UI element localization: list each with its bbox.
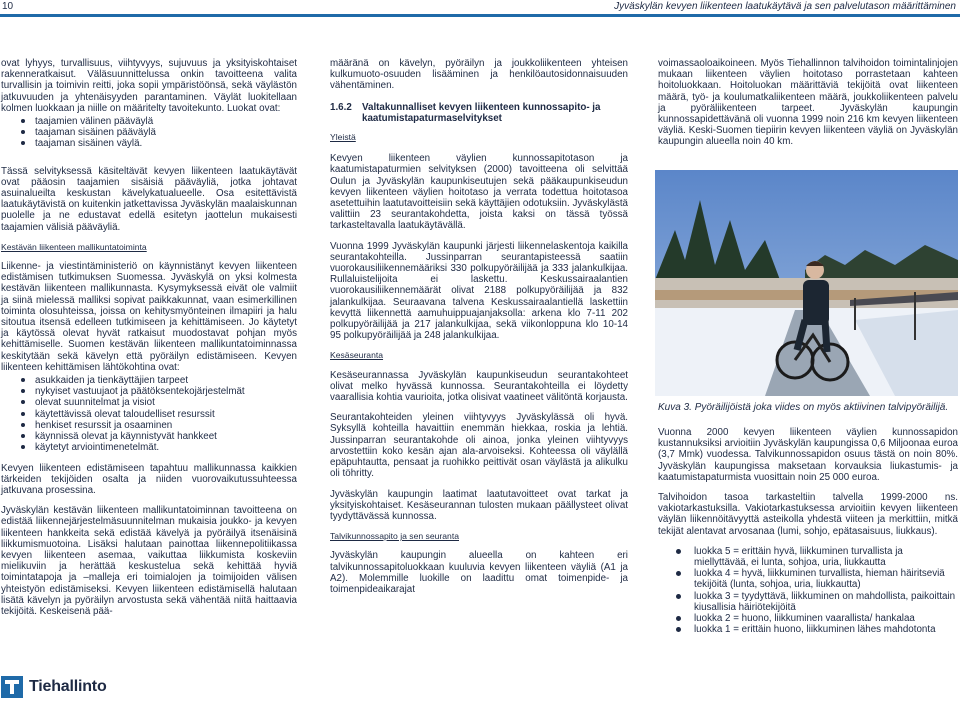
list-item: asukkaiden ja tienkäyttäjien tarpeet (35, 375, 297, 386)
list-item: luokka 2 = huono, liikkuminen vaarallista/ hankalaa (694, 613, 958, 624)
section-title: Valtakunnalliset kevyen liikenteen kunnossapito- ja kaatumistapaturmaselvitykset (362, 101, 601, 124)
paragraph: Tässä selvityksessä käsiteltävät kevyen liikenteen laatukäytävät ovat pääosin taajamien sisäisiä pääväyliä, jotka johtavat asuinalueilta keskustan kävelykatualueelle. Osa esitettävistä laatukäytävistä on kuitenkin jatkettavissa Jyväskylän maalaiskunnan puolelle ja ne edustavat edellä esitetyn jaottelun mukaisesti taajamien välisiä pääväyliä. (1, 165, 297, 233)
paragraph: Kevyen liikenteen edistämiseen tapahtuu mallikunnassa kaikkien tärkeiden tekijöiden osalta ja niiden vuorovaikutussuhteessa jatkuvana prosessina. (1, 462, 297, 496)
paragraph: Talvihoidon tasoa tarkasteltiin talvella 1999-2000 ns. vakiotarkastuksilla. Vakiotarkastuksessa arvioitiin kevyen liikenteen väylän liikennöitävyyttä asteikolla yhdestä viiteen ja merkittiin, mitkä tekijät alentavat arvosanaa (lumi, sohjo, epätasaisuus, liukkaus). (658, 492, 958, 537)
column-left (1, 58, 297, 626)
column-middle (330, 58, 628, 604)
section-heading (330, 102, 628, 124)
winter-cyclist-photo (655, 170, 958, 396)
paragraph: Kevyen liikenteen väylien kunnossapitotason ja kaatumistapaturmien selvityksen (2000) tavoitteena oli selvittää Oulun ja Jyväskylän kaupunkiseutujen sekä pääkaupunkiseudun kevyen liikenteen väylien hoitotaso ja verrata todettua hoitotasoa asetettuihin laatutavoitteisiin sekä käyttäjien odotuksiin. Jyväskylästä valittiin 23 seurantakohdetta, joista kaksi on tässä työssä tarkasteltavalla laatukäytävällä. (330, 153, 628, 232)
paragraph: määränä on kävelyn, pyöräilyn ja joukkoliikenteen yhteisen kulkumuoto-osuuden lisääminen ja henkilöautosidonnaisuuden vähentäminen. (330, 58, 628, 92)
starting-points-list (1, 375, 297, 453)
paragraph: Seurantakohteiden yleinen viihtyvyys Jyväskylässä oli hyvä. Syksyllä kohteilla havaittiin enemmän hiekkaa, roskia ja lehtiä. Jussinparran seurantakohde oli ainoa, jonka yleinen viihtyvyys arvostettiin koko kesän ajan ala-arvoiseksi. Kohteessa oli väylällä epäpuhtautta, pensaat ja ruohikko peittivät osan väylästä ja alikulku oli töhritty. (330, 412, 628, 480)
paragraph: Liikenne- ja viestintäministeriö on käynnistänyt kevyen liikenteen edistämisen tutkimuksen Suomessa. Jyväskylä on yksi kolmesta kestävän liikenteen mallikunnasta. Kysymyksessä eivät ole valmiit ja siinä mielessä malliksi sopivat paikkakunnat, vaan esimerkillinen toiminta olosuhteissa, joissa on kehitysmyönteinen ilmapiiri ja halu sitoutua itsensä edelleen tutkimiseen ja kehittämiseen. Jo käytetyt ja käytössä olevat hyvät ratkaisut muodostavat pohjan myös kehittämiselle. Suomen kestävän liikenteen mallikuntatoiminnassa keskitytään sekä kävelyn että pyöräilyn edistämiseen. Kevyen liikenteen kehittämisen lähtökohtina ovat: (1, 261, 297, 373)
paragraph: Jyväskylän kaupungin alueella on kahteen eri talvikunnossapitoluokkaan kuuluvia kevyen liikenteen väyliä (A1 ja A2). Molemmille luokille on laadittu omat toimenpide- ja toimenpideaikarajat (330, 550, 628, 595)
list-item: käytettävissä olevat taloudelliset resurssit (35, 409, 297, 420)
logo-text: Tiehallinto (29, 678, 107, 695)
photo-caption: Kuva 3. Pyöräilijöistä joka viides on myös aktiivinen talvipyöräilijä. (658, 402, 949, 413)
section-number: 1.6.2 (330, 101, 352, 113)
road-class-list (1, 116, 297, 150)
page-number: 10 (2, 1, 14, 12)
paragraph: Jyväskylän kaupungin laatimat laatutavoitteet ovat tarkat ja yksityiskohtaiset. Kesäseurannan tulosten mukaan päällysteet olivat tyydyttävässä kunnossa. (330, 488, 628, 522)
list-item: luokka 3 = tyydyttävä, liikkuminen on mahdollista, paikoittain kiusallisia häiriötekijöitä (694, 591, 958, 613)
column-right-lower (658, 427, 958, 644)
paragraph: ovat lyhyys, turvallisuus, viihtyvyys, sujuvuus ja yksityiskohtaiset rakenneratkaisut. Väläsuunnittelussa onkin tavoitteena valita turvallisin ja toimivin reitti, joka sopii ympäristöönsä, sekä väylästön jatkuvuuden ja yhtenäisyyden parantaminen. Väylät luokitellaan kolmen luokkaan ja niille on määritelty tavoitekunto. Luokat ovat: (1, 58, 297, 114)
list-item: taajamien välinen pääväylä (35, 116, 297, 127)
paragraph: Jyväskylän kestävän liikenteen mallikuntatoiminnan tavoitteena on edistää liikennejärjestelmäsuunnitelman mukaisia joukko- ja kevyen liikenteen hankkeita sekä edistää kävelyä ja pyöräilyä itsenäisinä liikkumismuotoina. Lisäksi halutaan painottaa liikennepolitiikassa kevyen liikenteen asemaa, vaikuttaa liikkumista koskeviin mielikuviin ja herättää keskustelua sekä kehittää hyviä toimintatapoja ja –malleja eri toimialojen ja toimijoiden välisen yhteistyön edistämiseksi. Kevyen liikenteen edistämisellä halutaan lisätä kävelyn ja pyöräilyn arvostusta sekä vähentää niitä haittaavia tekijöitä. Keskeisenä pää- (1, 505, 297, 617)
subheading: Talvikunnossapito ja sen seuranta (330, 531, 459, 542)
subheading: Yleistä (330, 132, 356, 143)
list-item: luokka 5 = erittäin hyvä, liikkuminen turvallista ja miellyttävää, ei lunta, sohjoa, uria, liukkautta (694, 546, 958, 568)
list-item: olevat suunnitelmat ja visiot (35, 397, 297, 408)
rating-scale-list (658, 546, 958, 636)
paragraph: Kesäseurannassa Jyväskylän kaupunkiseudun seurantakohteet olivat melko hyvässä kunnossa. Seurantakohteilla ei löydetty vaarallisia kohtia vaurioita, jotka olisivat vaatineet välitöntä korjausta. (330, 369, 628, 404)
subheading: Kestävän liikenteen mallikuntatoiminta (1, 241, 147, 252)
running-title: Jyväskylän kevyen liikenteen laatukäytävä ja sen palvelutason määrittäminen (614, 1, 956, 12)
subheading: Kesäseuranta (330, 350, 384, 361)
paragraph: Vuonna 2000 kevyen liikenteen väylien kunnossapidon kustannuksiksi arvioitiin Jyväskylän kaupungissa 0,6 Miljoonaa euroa (3,7 Mmk) vuodessa. Talvikunnossapidon osuus tästä on noin 80%. Jyväskylän kaupungissa maksetaan korvauksia liukastumis- ja kaatumistapaturmista vuosittain noin 25 000 euroa. (658, 427, 958, 483)
paragraph: Vuonna 1999 Jyväskylän kaupunki järjesti liikennelaskentoja kaikilla seurantakohteilla. Jussinparran seurantapisteessä saatiin vuorokausiliikennemääriksi 330 polkupyöräilijää ja 333 jalankulkijaa. Rullaluistelijoita ei laskettu. Keskussairaalantien vuorokausiliikennemäärät olivat 2188 polkupyöräilijää ja 832 jalankulkijaa. Seuraavana talvena Keskussairaalantiellä laskettiin kevyttä liikennettä aamuhuippuajanjaksolla: arkena klo 7-11 202 polkupyöräilijää ja 217 jalankulkijaa, sekä viikonloppuna klo 10-14 95 polkupyöräilijää ja 248 jalankulkijaa. (330, 240, 628, 342)
list-item: luokka 1 = erittäin huono, liikkuminen lähes mahdotonta (694, 624, 958, 635)
column-right (658, 58, 958, 157)
list-item: nykyiset vastuujaot ja päätöksentekojärjestelmät (35, 386, 297, 397)
list-item: taajaman sisäinen väylä. (35, 138, 297, 149)
list-item: henkiset resurssit ja osaaminen (35, 420, 297, 431)
paragraph: voimassaoloaikoineen. Myös Tiehallinnon talvihoidon toimintalinjojen mukaan liikenteen väylien hoitotaso porrastetaan kahteen hoitoluokkaan. Hoitoluokan määrittäviä tekijöitä ovat liikenteen määrä, työ- ja koulumatkaliikenteen määrä, joukkoliikenteen palvelu ja pyöräliikenteen tarpeet. Jyväskylän kaupungin kunnossapidettävänä oli vuonna 1999 noin 216 km kevyen liikenteen väyliä. Keski-Suomen tiepiirin kevyen liikenteen väyliä on Jyväskylän kaupungin alueella noin 40 km. (658, 58, 958, 148)
list-item: käytetyt arviointimenetelmät. (35, 442, 297, 453)
header-rule (0, 14, 960, 17)
list-item: käynnissä olevat ja käynnistyvät hankkeet (35, 431, 297, 442)
logo-mark-icon (1, 676, 23, 698)
list-item: taajaman sisäinen pääväylä (35, 127, 297, 138)
tiehallinto-logo (1, 676, 107, 698)
page-header (0, 0, 960, 20)
list-item: luokka 4 = hyvä, liikkuminen turvallista, hieman häiritseviä tekijöitä (lunta, sohjoa, uria, liukkautta) (694, 568, 958, 590)
